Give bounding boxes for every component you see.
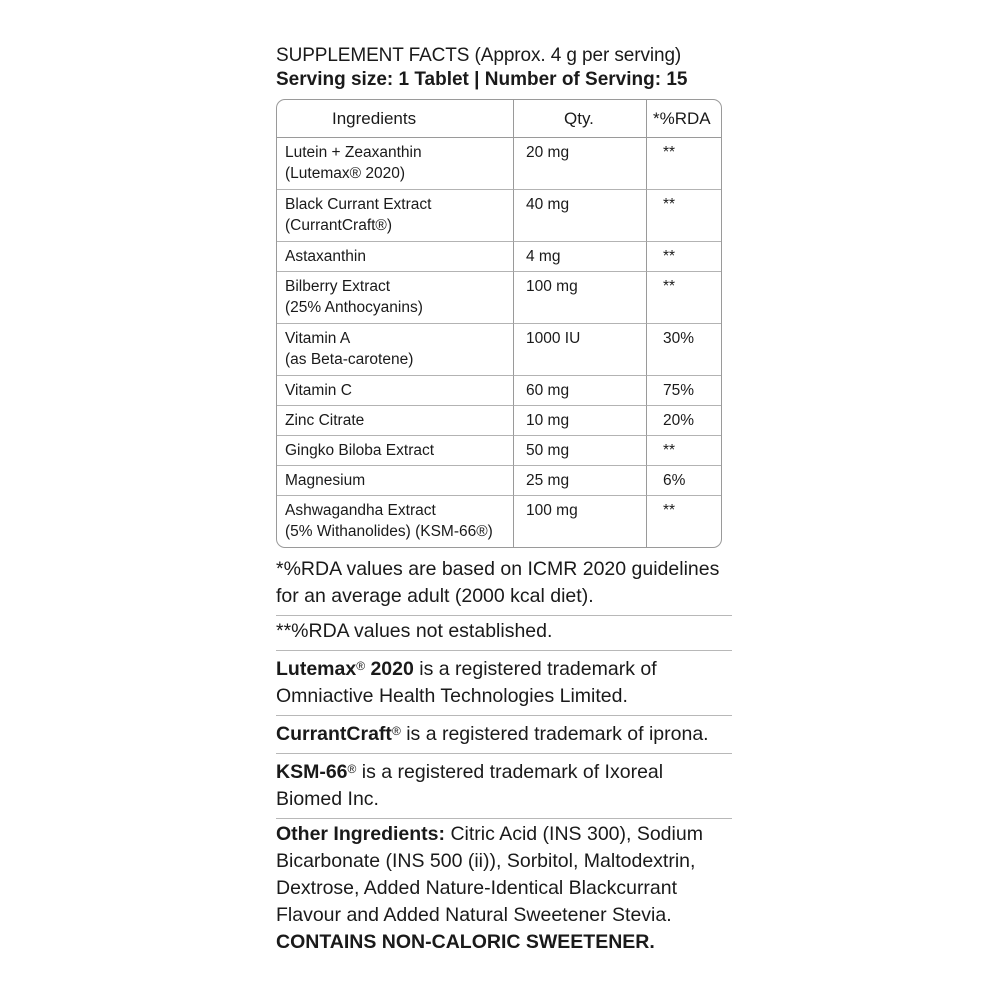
ingredient-name: Bilberry Extract [285,278,391,295]
header-rda: *%RDA [646,100,721,138]
ingredient-cell [277,324,513,376]
header-qty: Qty. [513,100,646,138]
lutemax-trademark-note [276,651,732,716]
supplement-facts-label [276,44,724,961]
ingredient-name: Astaxanthin [285,248,366,265]
lutemax-name: Lutemax® 2020 [276,658,414,680]
qty-cell: 60 mg [513,376,646,406]
rda-cell: 6% [646,466,721,496]
rda-cell: 20% [646,406,721,436]
ingredient-cell [277,436,513,466]
rda-cell: ** [646,272,721,324]
title-serving-weight: (Approx. 4 g per serving) [469,45,682,66]
table-row [277,496,721,547]
rda-basis-note: *%RDA values are based on ICMR 2020 guidelines for an average adult (2000 kcal diet). [276,554,732,616]
sweetener-warning: CONTAINS NON-CALORIC SWEETENER. [276,931,655,953]
table-row [277,376,721,406]
ingredient-name: Vitamin C [285,382,352,399]
ingredient-name: Black Currant Extract [285,196,432,213]
rda-cell: 75% [646,376,721,406]
qty-cell: 100 mg [513,272,646,324]
rda-cell: ** [646,436,721,466]
other-ingredients-label: Other Ingredients: [276,823,446,845]
ingredients-table [276,99,722,548]
table-row [277,138,721,190]
table-row [277,190,721,242]
table-row [277,242,721,272]
ingredient-cell [277,496,513,547]
table-row [277,436,721,466]
other-ingredients-text: Citric Acid (INS 300), Sodium Bicarbonate (INS 500 (ii)), Sorbitol, Maltodextrin, Dextrose, Added Nature-Identical Blackcurrant Flavour and Added Natural Sweetener Stevia. [276,823,703,926]
ksm-trademark-note: KSM-66® is a registered trademark of Ixoreal Biomed Inc. [276,754,732,819]
ingredient-cell [277,466,513,496]
rda-cell: ** [646,242,721,272]
table-header-row [277,100,721,138]
ingredient-detail: (Lutemax® 2020) [285,165,405,182]
qty-cell: 20 mg [513,138,646,190]
ingredient-cell [277,406,513,436]
lutemax-trademark-text: is a registered trademark of Omniactive Health Technologies Limited. [276,658,657,707]
ingredient-cell [277,272,513,324]
rda-cell: ** [646,138,721,190]
qty-cell: 40 mg [513,190,646,242]
ingredient-cell [277,190,513,242]
ingredient-name: Gingko Biloba Extract [285,442,435,459]
currantcraft-trademark-text: is a registered trademark of iprona. [400,723,709,745]
qty-cell: 25 mg [513,466,646,496]
ingredient-detail: (as Beta-carotene) [285,351,414,368]
label-notes [276,554,732,961]
currantcraft-trademark-note: CurrantCraft® is a registered trademark of iprona. [276,716,732,754]
ksm-trademark-text: is a registered trademark of Ixoreal Biomed Inc. [276,761,664,810]
rda-cell: ** [646,190,721,242]
qty-cell: 10 mg [513,406,646,436]
qty-cell: 4 mg [513,242,646,272]
ingredient-name: Zinc Citrate [285,412,365,429]
ksm-name: KSM-66 [276,761,348,783]
header-ingredients: Ingredients [277,100,513,138]
serving-info: Serving size: 1 Tablet | Number of Serving: 15 [276,69,688,90]
ingredient-cell [277,138,513,190]
supplement-facts-title [276,44,724,68]
ingredient-detail: (5% Withanolides) (KSM-66®) [285,523,493,540]
qty-cell: 1000 IU [513,324,646,376]
ingredient-cell [277,242,513,272]
title-bold: SUPPLEMENT FACTS [276,45,470,66]
table-row [277,466,721,496]
ingredient-cell [277,376,513,406]
ingredient-detail: (25% Anthocyanins) [285,299,423,316]
ingredient-name: Magnesium [285,472,366,489]
rda-cell: ** [646,496,721,547]
qty-cell: 100 mg [513,496,646,547]
currantcraft-name: CurrantCraft [276,723,392,745]
ingredient-name: Vitamin A [285,330,351,347]
table-row [277,272,721,324]
table-row [277,406,721,436]
table-row [277,324,721,376]
rda-not-established-note: **%RDA values not established. [276,616,732,651]
qty-cell: 50 mg [513,436,646,466]
ingredient-name: Lutein + Zeaxanthin [285,144,422,161]
ingredient-detail: (CurrantCraft®) [285,217,393,234]
ingredient-name: Ashwagandha Extract [285,502,436,519]
rda-cell: 30% [646,324,721,376]
other-ingredients-note [276,819,732,961]
